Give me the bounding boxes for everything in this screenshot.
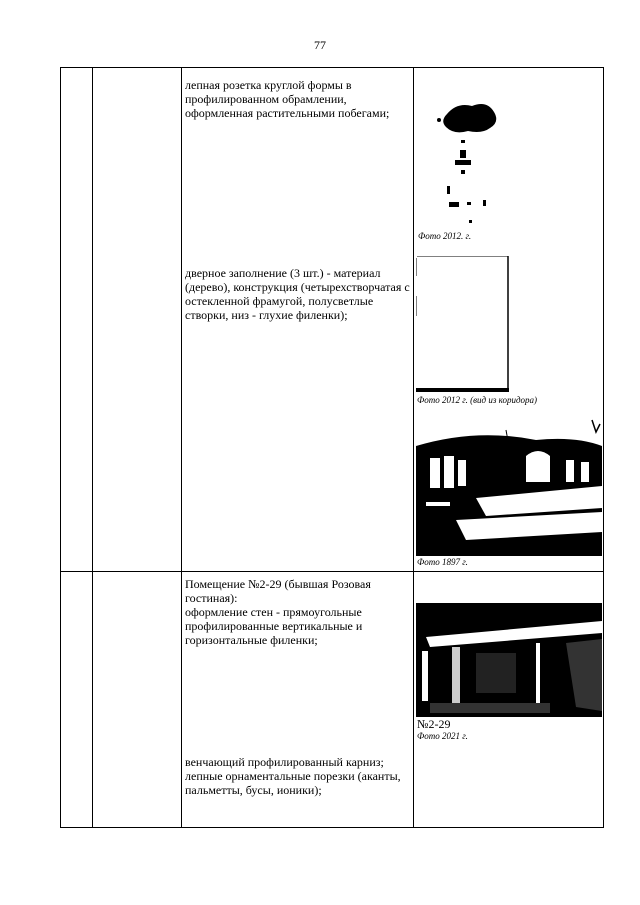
historic-hall-photo bbox=[416, 416, 602, 556]
door-photo bbox=[416, 256, 509, 394]
photo-caption: Фото 2021 г. bbox=[417, 731, 468, 741]
column-divider bbox=[181, 68, 182, 827]
column-divider bbox=[413, 68, 414, 827]
column-divider bbox=[92, 68, 93, 827]
door-filling-description: дверное заполнение (3 шт.) - материал (дерево), конструкция (четырехстворчатая с остекленной фрамугой, полусветлые створки, низ - глухие филенки); bbox=[185, 266, 410, 322]
wall-decoration-description: оформление стен - прямоугольные профилированные вертикальные и горизонтальные филенки; bbox=[185, 605, 363, 647]
room-2-29-photo bbox=[416, 603, 602, 717]
cornice-description: венчающий профилированный карниз; лепные орнаментальные порезки (аканты, пальметты, бусы, ионики); bbox=[185, 755, 401, 797]
page-number: 77 bbox=[314, 38, 326, 52]
ceiling-rosette-description: лепная розетка круглой формы в профилированном обрамлении, оформленная растительными побегами; bbox=[185, 78, 390, 120]
room-title: Помещение №2-29 (бывшая Розовая гостиная): bbox=[185, 577, 371, 605]
rosette-photo bbox=[417, 90, 507, 230]
row-divider bbox=[61, 571, 603, 572]
photo-caption: Фото 1897 г. bbox=[417, 557, 468, 567]
photo-caption: Фото 2012 г. (вид из коридора) bbox=[417, 395, 538, 405]
description-table bbox=[60, 67, 604, 828]
photo-caption: Фото 2012. г. bbox=[418, 231, 472, 241]
room-number: №2-29 bbox=[417, 717, 451, 731]
